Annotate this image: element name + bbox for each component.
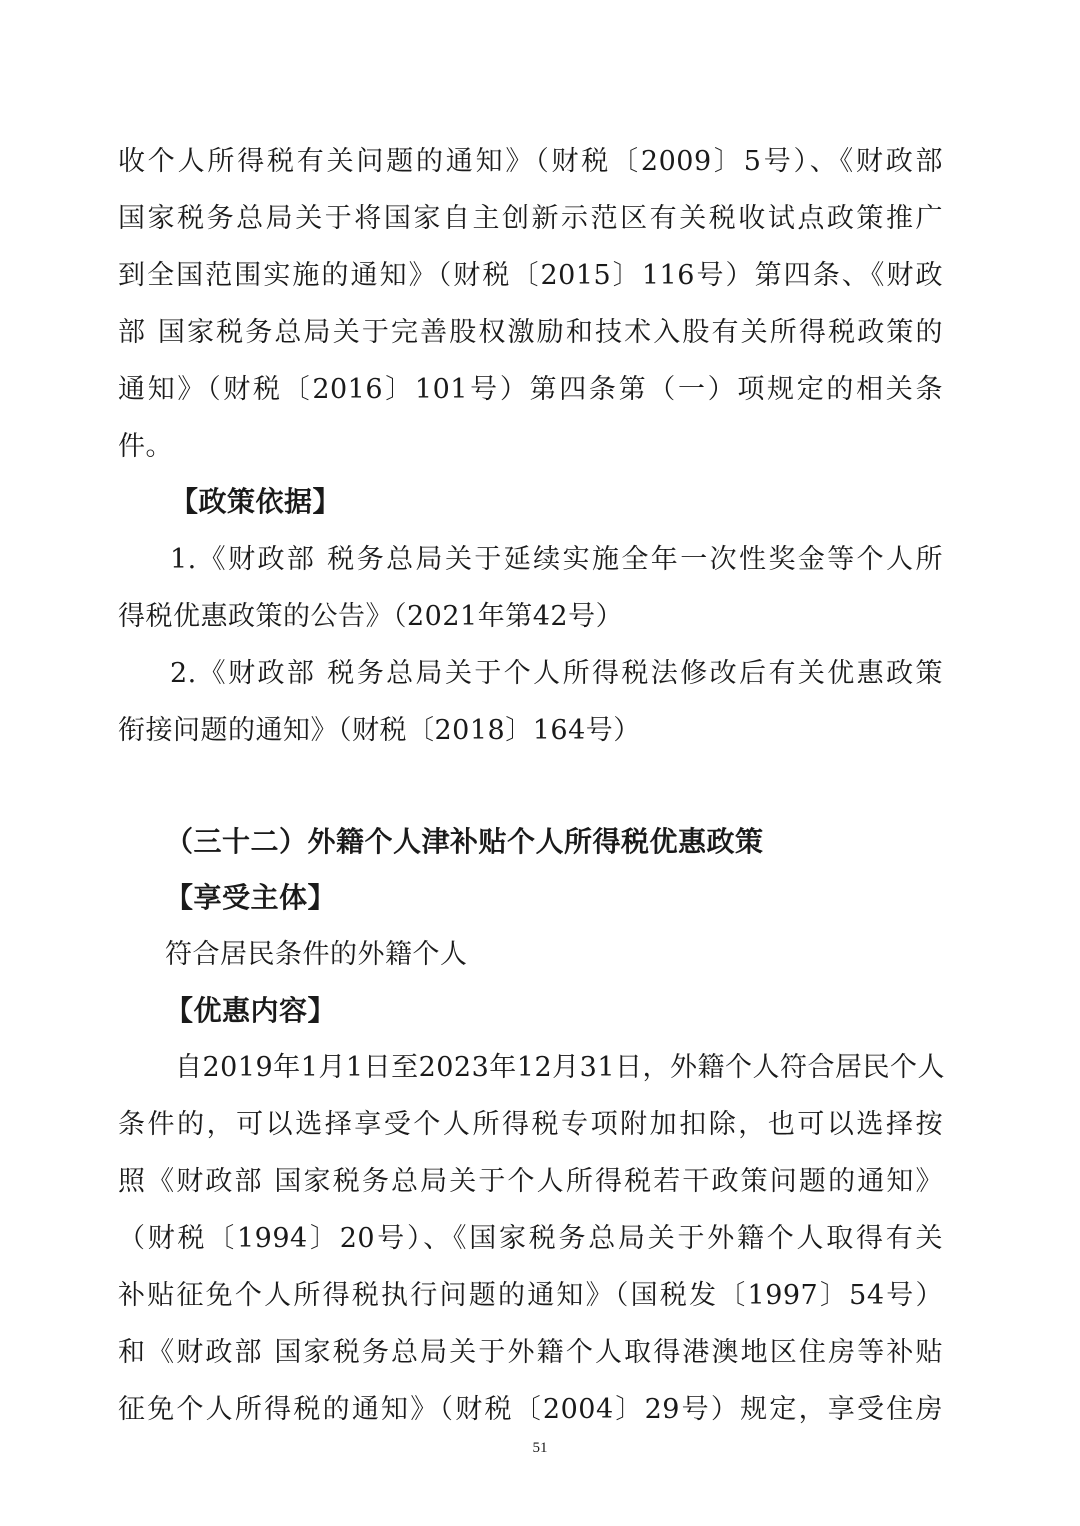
paragraph-line: 部 国家税务总局关于完善股权激励和技术入股有关所得税政策的	[118, 317, 943, 348]
content-line: 自2019年1月1日至2023年12月31日，外籍个人符合居民个人	[175, 1052, 945, 1083]
content-line: 条件的，可以选择享受个人所得税专项附加扣除，也可以选择按	[118, 1109, 943, 1140]
policy-basis-item-1: 1.《财政部 税务总局关于延续实施全年一次性奖金等个人所	[170, 544, 943, 575]
content-line: （财税〔1994〕20号）、《国家税务总局关于外籍个人取得有关	[118, 1223, 943, 1254]
content-line: 补贴征免个人所得税执行问题的通知》（国税发〔1997〕54号）	[118, 1280, 943, 1311]
paragraph-line: 收个人所得税有关问题的通知》（财税〔2009〕5号）、《财政部	[118, 146, 943, 177]
paragraph-line: 国家税务总局关于将国家自主创新示范区有关税收试点政策推广	[118, 203, 943, 234]
subject-text: 符合居民条件的外籍个人	[165, 939, 468, 970]
content-heading: 【优惠内容】	[165, 994, 337, 1027]
policy-basis-item-1-cont: 得税优惠政策的公告》（2021年第42号）	[118, 601, 624, 632]
paragraph-line: 通知》（财税〔2016〕101号）第四条第（一）项规定的相关条	[118, 374, 943, 405]
content-line: 和《财政部 国家税务总局关于外籍个人取得港澳地区住房等补贴	[118, 1337, 943, 1368]
policy-basis-heading: 【政策依据】	[170, 485, 342, 518]
paragraph-line: 件。	[118, 431, 173, 462]
policy-basis-item-2-cont: 衔接问题的通知》（财税〔2018〕164号）	[118, 715, 641, 746]
content-line: 征免个人所得税的通知》（财税〔2004〕29号）规定，享受住房	[118, 1394, 943, 1425]
paragraph-line: 到全国范围实施的通知》（财税〔2015〕116号）第四条、《财政	[118, 260, 943, 291]
subject-heading: 【享受主体】	[165, 881, 337, 914]
policy-basis-item-2: 2.《财政部 税务总局关于个人所得税法修改后有关优惠政策	[170, 658, 943, 689]
content-line: 照《财政部 国家税务总局关于个人所得税若干政策问题的通知》	[118, 1166, 943, 1197]
section-title: （三十二）外籍个人津补贴个人所得税优惠政策	[165, 825, 764, 858]
page-number: 51	[532, 1440, 548, 1456]
